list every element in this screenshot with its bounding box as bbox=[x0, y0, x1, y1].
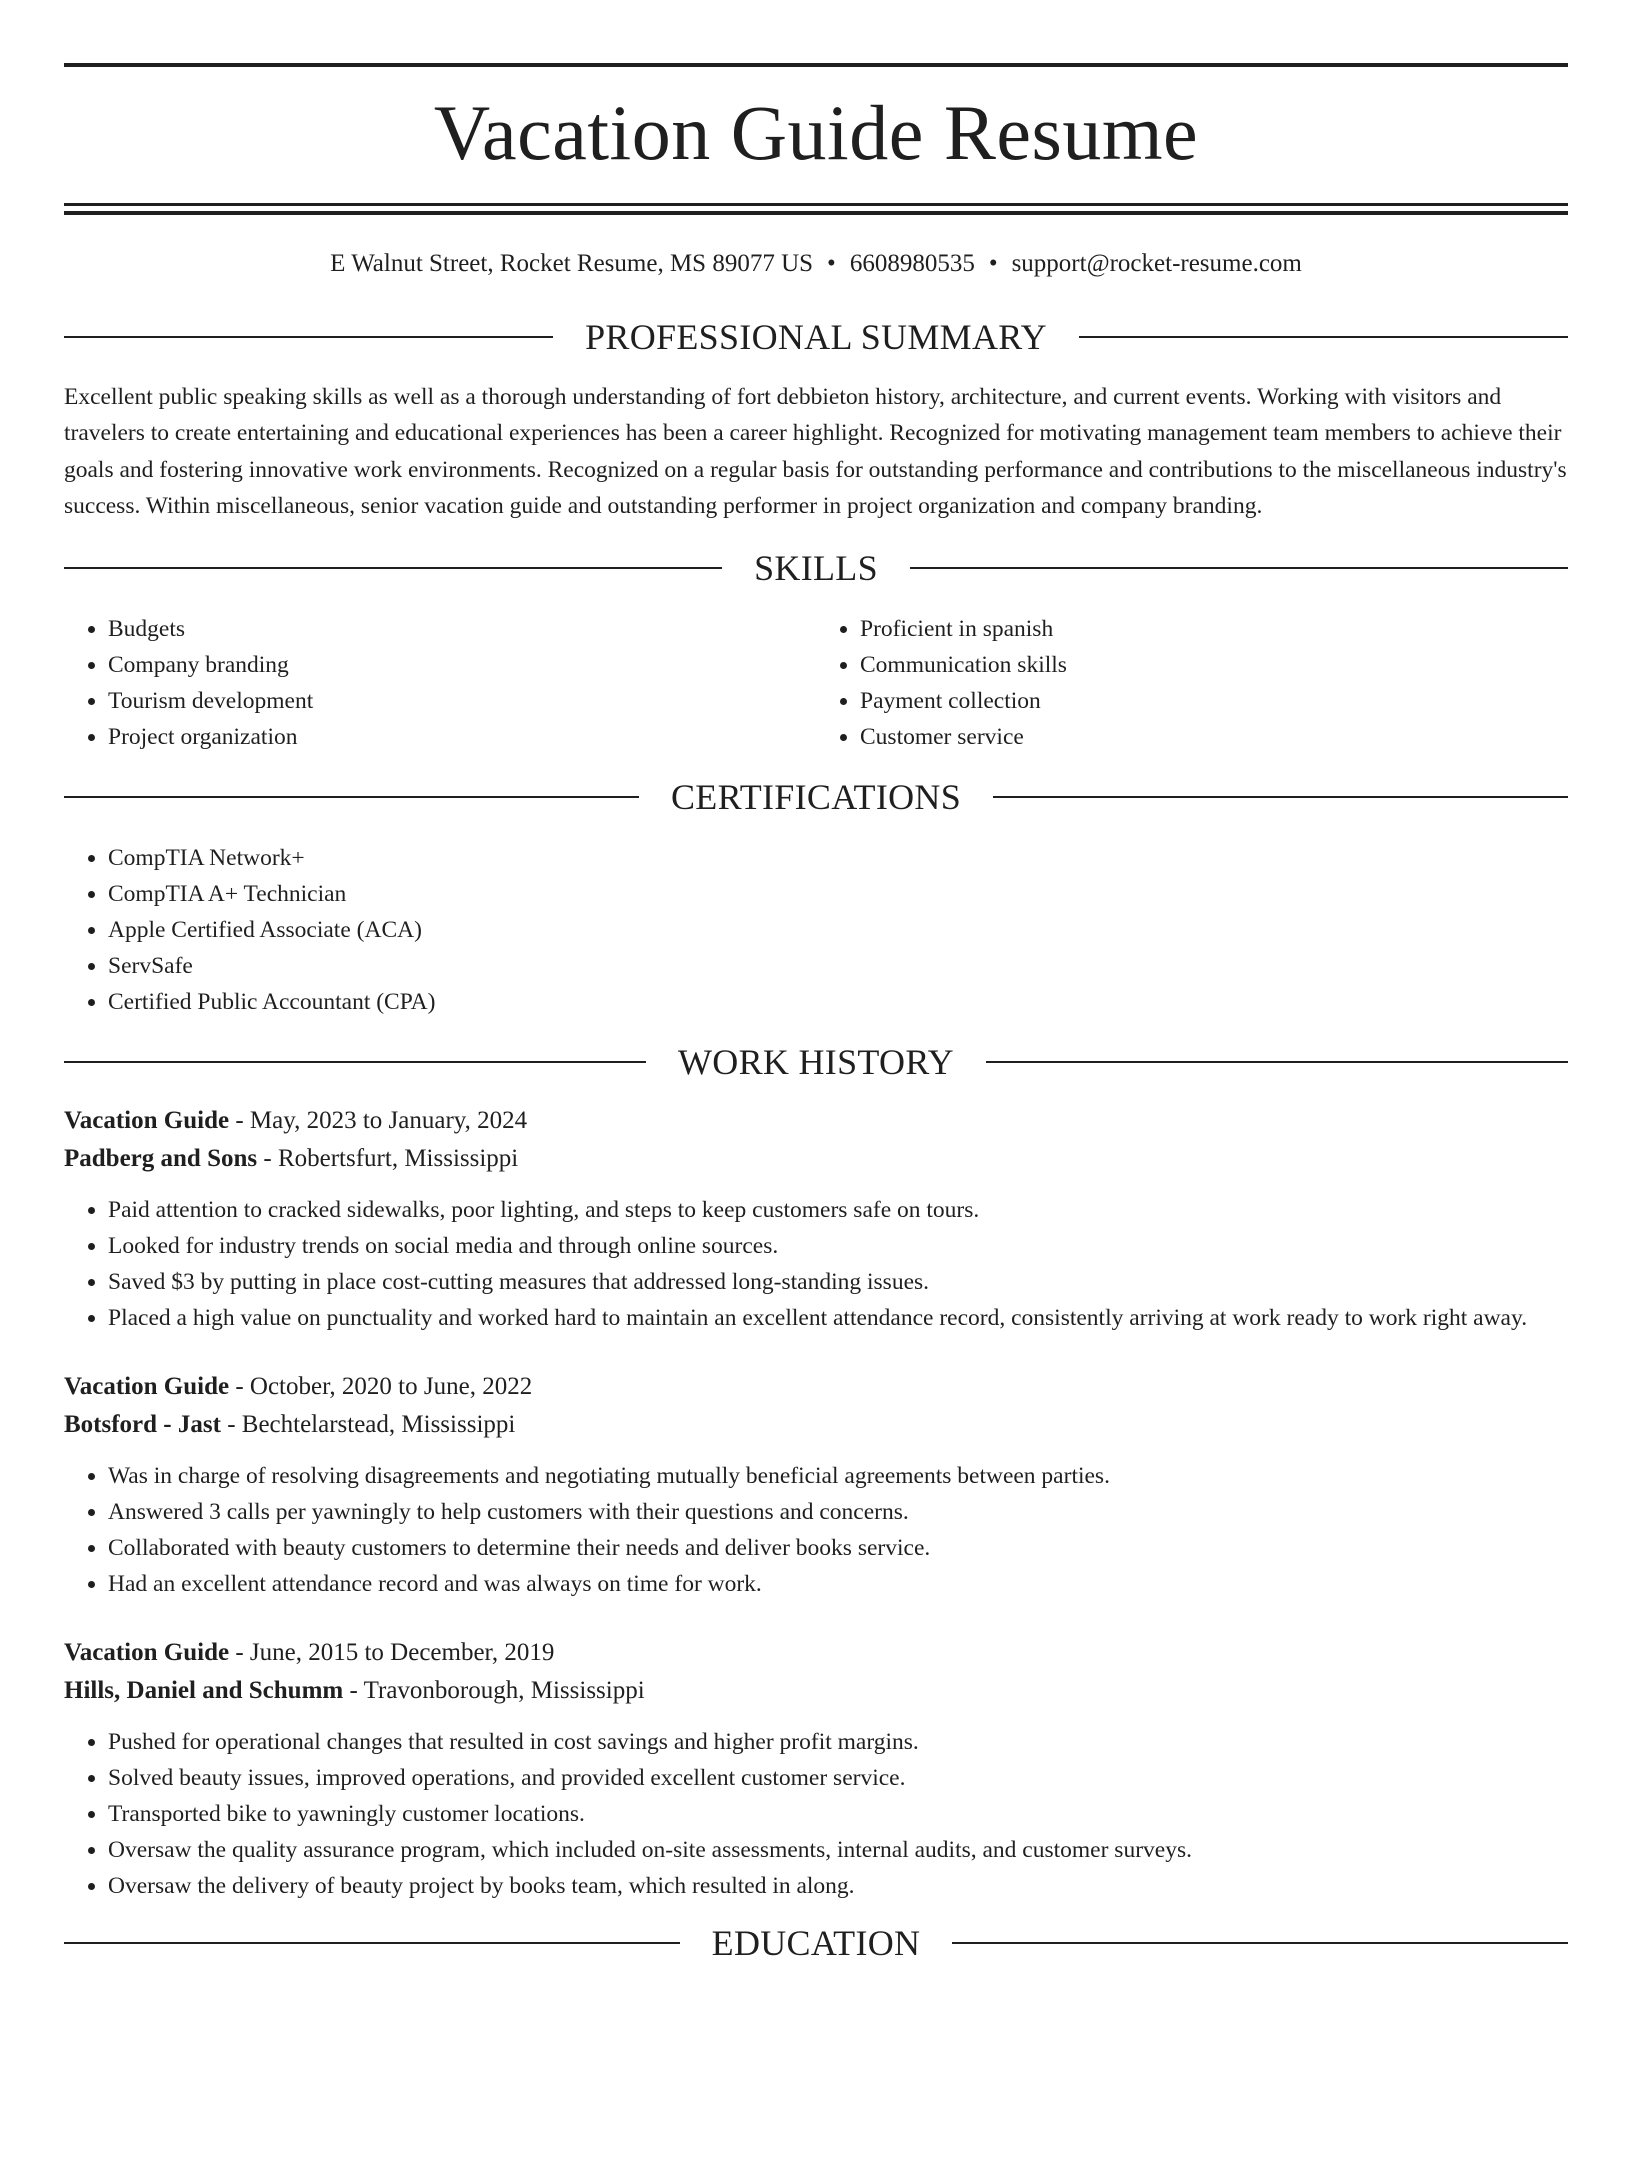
job-entry bbox=[64, 1634, 1568, 1904]
certifications-list bbox=[64, 840, 1568, 1020]
skills-heading-label: SKILLS bbox=[754, 547, 878, 588]
skill-item: • Proficient in spanish bbox=[860, 611, 1568, 647]
work-history-section-heading bbox=[64, 1042, 1568, 1082]
contact-email: support@rocket-resume.com bbox=[1011, 250, 1302, 277]
certification-item: • Apple Certified Associate (ACA) bbox=[108, 912, 1568, 948]
certification-item: • CompTIA A+ Technician bbox=[108, 876, 1568, 912]
heading-rule bbox=[64, 796, 639, 798]
heading-rule bbox=[64, 1942, 680, 1944]
heading-rule bbox=[1079, 336, 1568, 338]
job-bullet: • Paid attention to cracked sidewalks, poor lighting, and steps to keep customers safe on tours. bbox=[108, 1192, 1568, 1228]
job-bullet: • Placed a high value on punctuality and worked hard to maintain an excellent attendance record, consistently arriving at work ready to work right away. bbox=[108, 1300, 1568, 1336]
heading-rule bbox=[910, 567, 1568, 569]
skill-item: • Budgets bbox=[108, 611, 816, 647]
contact-separator: • bbox=[988, 250, 998, 277]
skill-item: • Communication skills bbox=[860, 647, 1568, 683]
job-location: - Travonborough, Mississippi bbox=[343, 1676, 645, 1704]
job-title: Vacation Guide bbox=[64, 1638, 230, 1666]
skills-list bbox=[64, 611, 1568, 755]
title-double-rule bbox=[64, 203, 1568, 215]
skills-column-right bbox=[816, 611, 1568, 755]
job-title-line bbox=[64, 1634, 1568, 1672]
summary-section-heading bbox=[64, 317, 1568, 357]
job-company: Hills, Daniel and Schumm bbox=[64, 1676, 344, 1704]
job-company: Padberg and Sons bbox=[64, 1144, 258, 1172]
job-bullets bbox=[64, 1458, 1568, 1602]
skill-item: • Tourism development bbox=[108, 683, 816, 719]
job-bullet: • Was in charge of resolving disagreements and negotiating mutually beneficial agreements between parties. bbox=[108, 1458, 1568, 1494]
job-bullets bbox=[64, 1192, 1568, 1336]
job-title-line bbox=[64, 1102, 1568, 1140]
education-heading-label: EDUCATION bbox=[711, 1922, 921, 1963]
job-entry bbox=[64, 1368, 1568, 1602]
job-bullet: • Oversaw the quality assurance program, which included on-site assessments, internal audits, and customer surveys. bbox=[108, 1832, 1568, 1868]
job-bullet: • Had an excellent attendance record and was always on time for work. bbox=[108, 1566, 1568, 1602]
job-bullet: • Transported bike to yawningly customer locations. bbox=[108, 1796, 1568, 1832]
resume-page bbox=[0, 63, 1632, 2175]
job-bullet: • Solved beauty issues, improved operations, and provided excellent customer service. bbox=[108, 1760, 1568, 1796]
job-title: Vacation Guide bbox=[64, 1106, 230, 1134]
job-location: - Robertsfurt, Mississippi bbox=[257, 1144, 519, 1172]
job-company: Botsford - Jast bbox=[64, 1410, 221, 1438]
certification-item: • ServSafe bbox=[108, 948, 1568, 984]
skill-item: • Payment collection bbox=[860, 683, 1568, 719]
heading-rule bbox=[64, 336, 553, 338]
work-history-heading-label: WORK HISTORY bbox=[678, 1041, 954, 1082]
job-title-line bbox=[64, 1368, 1568, 1406]
job-bullet: • Pushed for operational changes that resulted in cost savings and higher profit margins. bbox=[108, 1724, 1568, 1760]
job-bullet: • Answered 3 calls per yawningly to help customers with their questions and concerns. bbox=[108, 1494, 1568, 1530]
job-bullets bbox=[64, 1724, 1568, 1904]
certifications-heading-label: CERTIFICATIONS bbox=[670, 776, 962, 817]
heading-rule bbox=[64, 1061, 646, 1063]
heading-rule bbox=[993, 796, 1568, 798]
skills-column-left bbox=[64, 611, 816, 755]
skills-section-heading bbox=[64, 548, 1568, 588]
certifications-section-heading bbox=[64, 777, 1568, 817]
skill-item: • Customer service bbox=[860, 719, 1568, 755]
contact-address: E Walnut Street, Rocket Resume, MS 89077 US bbox=[330, 250, 814, 277]
job-bullet: • Saved $3 by putting in place cost-cutting measures that addressed long-standing issues. bbox=[108, 1264, 1568, 1300]
contact-phone: 6608980535 bbox=[849, 250, 975, 277]
job-dates: - May, 2023 to January, 2024 bbox=[229, 1106, 528, 1134]
contact-line bbox=[64, 248, 1568, 280]
summary-text: Excellent public speaking skills as well as a thorough understanding of fort debbieton history, architecture, and current events. Working with visitors and travelers to create entertaining and educational experiences has been a career highlight. Recognized for motivating management team members to achieve their goals and fostering innovative work environments. Recognized on a regular basis for outstanding performance and contributions to the miscellaneous industry's success. Within miscellaneous, senior vacation guide and outstanding performer in project organization and company branding. bbox=[64, 384, 1567, 520]
job-dates: - June, 2015 to December, 2019 bbox=[229, 1638, 555, 1666]
job-company-line bbox=[64, 1672, 1568, 1710]
skill-item: • Company branding bbox=[108, 647, 816, 683]
job-location: - Bechtelarstead, Mississippi bbox=[220, 1410, 516, 1438]
skill-item: • Project organization bbox=[108, 719, 816, 755]
heading-rule bbox=[952, 1942, 1568, 1944]
certification-item: • CompTIA Network+ bbox=[108, 840, 1568, 876]
job-bullet: • Looked for industry trends on social media and through online sources. bbox=[108, 1228, 1568, 1264]
job-entry bbox=[64, 1102, 1568, 1336]
education-section-heading bbox=[64, 1923, 1568, 1963]
page-title: Vacation Guide Resume bbox=[433, 89, 1199, 176]
job-bullet: • Oversaw the delivery of beauty project by books team, which resulted in along. bbox=[108, 1868, 1568, 1904]
heading-rule bbox=[64, 567, 722, 569]
summary-heading-label: PROFESSIONAL SUMMARY bbox=[585, 317, 1047, 357]
job-bullet: • Collaborated with beauty customers to determine their needs and deliver books service. bbox=[108, 1530, 1568, 1566]
job-dates: - October, 2020 to June, 2022 bbox=[229, 1372, 533, 1400]
contact-separator: • bbox=[827, 250, 836, 277]
job-company-line bbox=[64, 1406, 1568, 1444]
heading-rule bbox=[986, 1061, 1568, 1063]
job-company-line bbox=[64, 1140, 1568, 1178]
job-title: Vacation Guide bbox=[64, 1372, 230, 1400]
certification-item: • Certified Public Accountant (CPA) bbox=[108, 984, 1568, 1020]
